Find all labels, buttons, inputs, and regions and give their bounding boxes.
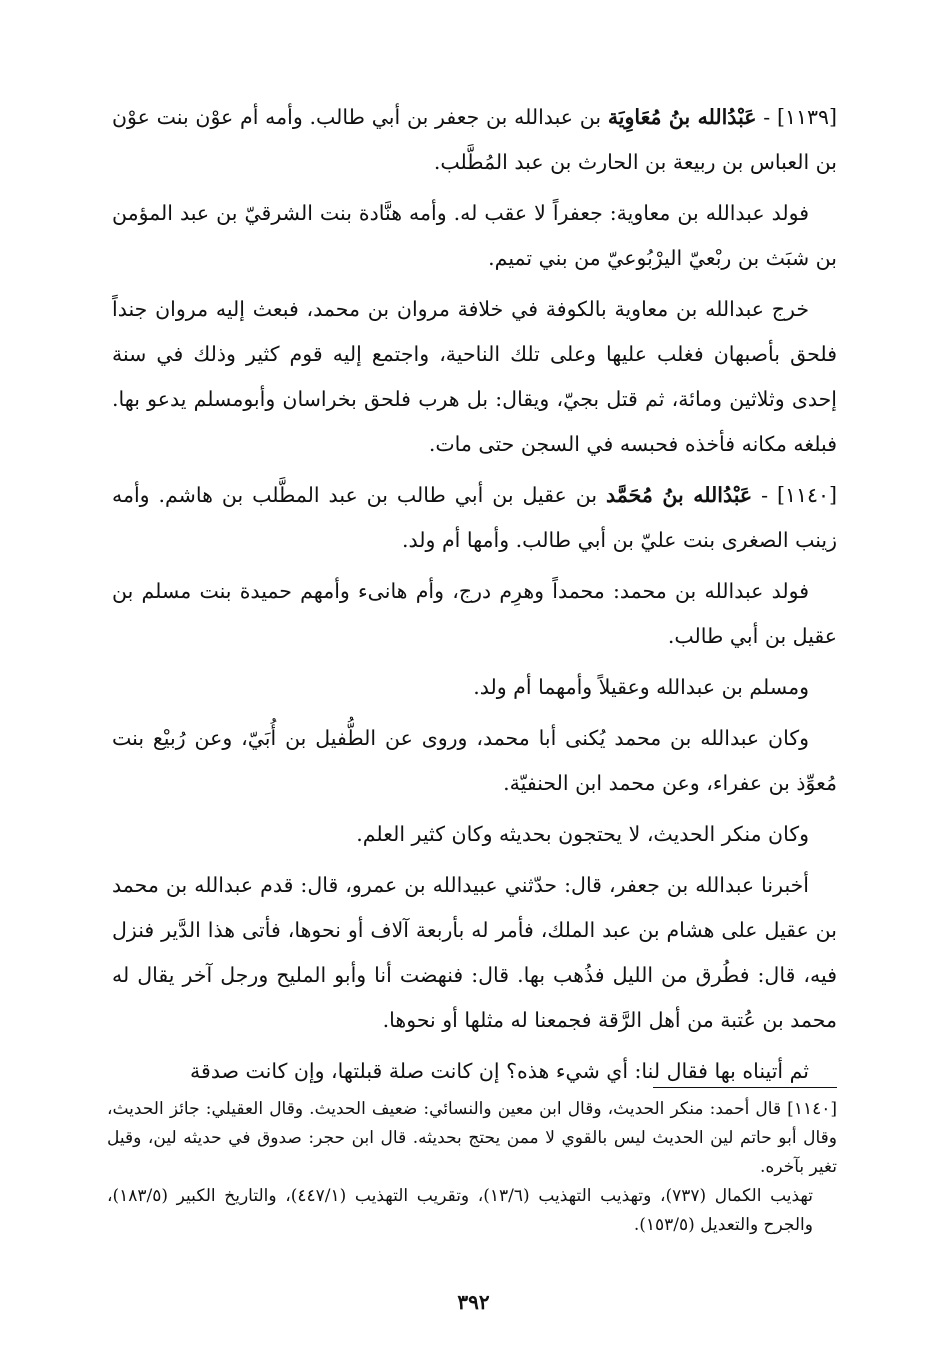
paragraph: أخبرنا عبدالله بن جعفر، قال: حدّثني عبيدالله بن عمرو، قال: قدم عبدالله بن محمد بن عقيل على هشام بن عبد الملك، فأمر له بأربعة آلاف أو نحوها، فأتى هذا الدَّير فنزل فيه، قال: فطُرق من الليل فذُهب بها. قال: فنهضت أنا وأبو المليح ورجل آخر يقال له محمد بن عُتبة من أهل الرَّقة فجمعنا له مثلها أو نحوها. (112, 873, 837, 1032)
footnotes (107, 1095, 837, 1240)
paragraph: وكان عبدالله بن محمد يُكنى أبا محمد، وروى عن الطُّفيل بن أُبَيّ، وعن رُبيْع بنت مُعوِّذ بن عفراء، وعن محمد ابن الحنفيّة. (112, 726, 837, 795)
page-number: ٣٩٢ (457, 1290, 490, 1314)
paragraph-text: بن عبدالله بن جعفر بن أبي طالب. وأمه أم عوْن بنت عوْن بن العباس بن ربيعة بن الحارث بن عبد المُطَّلب. (112, 105, 837, 174)
main-text (112, 95, 837, 1100)
paragraph: فولد عبدالله بن محمد: محمداً وهرِم درج، وأم هانىء وأمهم حميدة بنت مسلم بن عقيل بن أبي طالب. (112, 579, 837, 648)
paragraph-entry-1140 (112, 473, 837, 563)
paragraph: ومسلم بن عبدالله وعقيلاً وأمهما أم ولد. (473, 675, 809, 699)
footnote: [١١٤٠] قال أحمد: منكر الحديث، وقال ابن معين والنسائي: ضعيف الحديث. وقال العقيلي: جائز الحديث، وقال أبو حاتم لين الحديث ليس بالقوي لا ممن يحتج بحديثه. قال ابن حجر: صدوق في حديثه لين، وقيل تغير بآخره. (107, 1099, 837, 1177)
entry-name: عَبْدُالله بنُ مُحَمَّد (605, 483, 753, 507)
paragraph: ثم أتيناه بها فقال لنا: أي شيء هذه؟ إن كانت صلة قبلتها، وإن كانت صدقة (190, 1059, 809, 1083)
entry-name: عَبْدُالله بنُ مُعَاوِيَة (607, 105, 757, 129)
entry-number: [١١٤٠] - (752, 483, 837, 507)
paragraph-text: بن عقيل بن أبي طالب بن عبد المطَّلب بن هاشم. وأمه زينب الصغرى بنت عليّ بن أبي طالب. وأمها أم ولد. (112, 483, 837, 552)
entry-number: [١١٣٩] - (756, 105, 837, 129)
paragraph: خرج عبدالله بن معاوية بالكوفة في خلافة مروان بن محمد، فبعث إليه مروان جنداً فلحق بأصبهان فغلب عليها وعلى تلك الناحية، واجتمع إليه قوم كثير وذلك في سنة إحدى وثلاثين ومائة، ثم قتل بجيّ، ويقال: بل هرب فلحق بخراسان وأبومسلم يدعو بها. فبلغه مكانه فأخذه فحبسه في السجن حتى مات. (112, 297, 837, 456)
paragraph: وكان منكر الحديث، لا يحتجون بحديثه وكان كثير العلم. (356, 822, 809, 846)
paragraph-entry-1139 (112, 95, 837, 185)
footnote-references: تهذيب الكمال (٧٣٧)، وتهذيب التهذيب (١٣/٦)، وتقريب التهذيب (٤٤٧/١)، والتاريخ الكبير (١٨٣/٥)، والجرح والتعديل (١٥٣/٥). (107, 1186, 813, 1235)
paragraph: فولد عبدالله بن معاوية: جعفراً لا عقب له. وأمه هنَّادة بنت الشرقيّ بن عبد المؤمن بن شبَث بن ربْعيّ اليرْبُوعيّ من بني تميم. (112, 201, 837, 270)
footnote-separator (653, 1087, 837, 1088)
